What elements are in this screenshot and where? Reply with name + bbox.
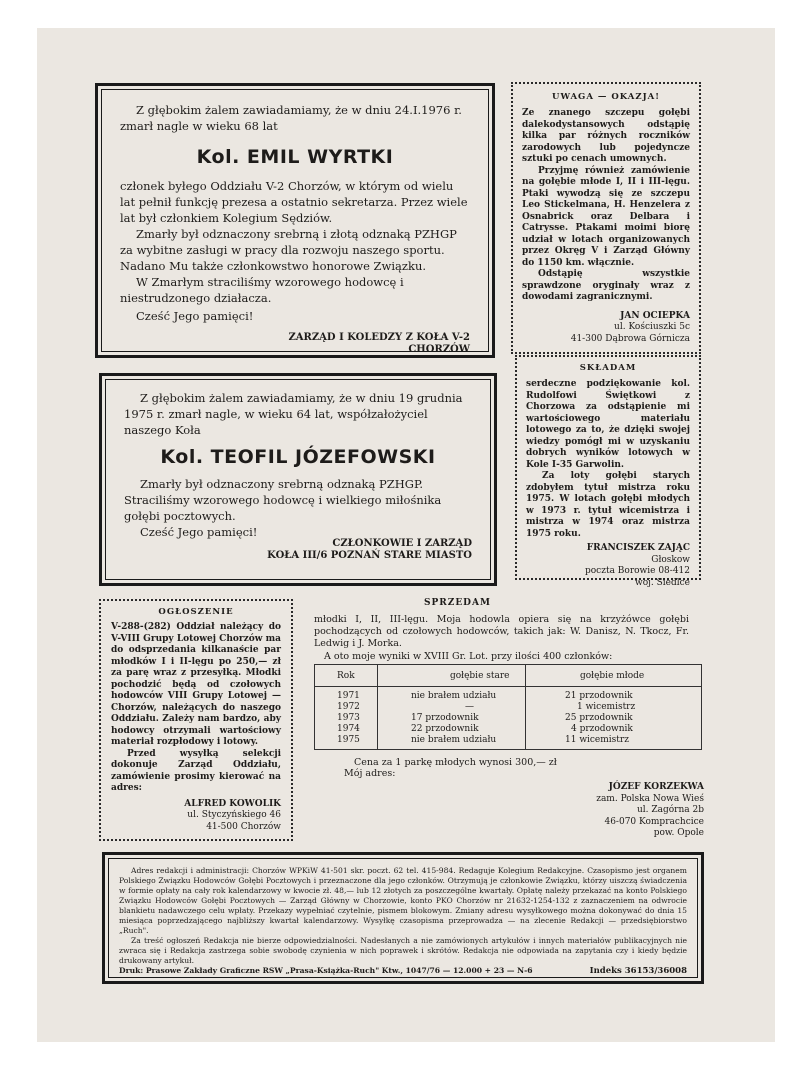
signature: CZŁONKOWIE I ZARZĄD bbox=[332, 538, 472, 549]
ad-signature: ALFRED KOWOLIK bbox=[184, 798, 281, 809]
ad-signature: JAN OCIEPKA bbox=[620, 310, 690, 321]
obituary-paragraph: Cześć Jego pamięci! bbox=[136, 309, 254, 323]
signature: KOŁA III/6 POZNAŃ STARE MIASTO bbox=[267, 549, 472, 561]
ad-address: woj. Siedlce bbox=[634, 577, 690, 588]
obituary-intro: Z głębokim żalem zawiadamiamy, że w dniu 24.I.1976 r. zmarł nagle w wieku 68 lat bbox=[120, 103, 462, 133]
obituary-paragraph: członek byłego Oddziału V-2 Chorzów, w którym od wielu lat pełnił funkcję prezesa a ostatnio sekretarza. Przez wiele lat był członkiem Kolegium Sędziów. bbox=[120, 179, 468, 225]
table-cell: 25 przodownik bbox=[565, 713, 633, 723]
colophon-text: Adres redakcji i administracji: Chorzów WPKiW 41-501 skr. poczt. 62 tel. 415-984. Redaguje Kolegium Redakcyjne. Czasopismo jest organem Polskiego Związku Hodowców Gołębi Pocztowych i przeznaczone dla jego członków. Otrzymują je członkowie Związku, którzy uiszczą świadczenia w formie opłaty na cały rok kalendarzowy w kwocie zł. 48,— lub 12 złotych za poszczególne kwartały. Opłatę należy przekazać na konto Polskiego Związku Hodowców Gołębi Pocztowych — Zarząd Główny w Chorzowie, konto PKO Chorzów nr 21632-1254-132 z zaznaczeniem na odwrocie blankietu nadawczego celu wpłaty. Przekazy wypełniać czytelnie, pismem blokowym. Zmiany adresu wysyłkowego można dokonywać do dnia 15 miesiąca poprzedzającego najbliższy kwartał kalendarzowy. Wysyłkę czasopisma przeprowadza — na zlecenie Redakcji — przedsiębiorstwo „Ruch". bbox=[119, 866, 687, 935]
table-cell: 17 przodownik bbox=[411, 713, 479, 723]
deceased-name: Kol. EMIL WYRTKI bbox=[196, 146, 394, 168]
table-rule bbox=[525, 665, 526, 749]
ad-paragraph: Za loty gołębi starych zdobyłem tytuł mistrza roku 1975. W lotach gołębi młodych w 1973 r. tytuł wicemistrza i mistrza w 1974 oraz mistrza 1975 roku. bbox=[526, 471, 690, 539]
colophon-text: Za treść ogłoszeń Redakcja nie bierze odpowiedzialności. Nadesłanych a nie zamówionych artykułów i innych materiałów publikacyjnych nie zwraca się i Redakcja zastrzega sobie swobodę czynienia w nich poprawek i skrótów. Redakcja nie odpowiada na zapytania czy i kiedy będzie drukowany artykuł. bbox=[119, 936, 687, 965]
ad-signature: JÓZEF KORZEKWA bbox=[608, 782, 704, 792]
ad-paragraph: Odstąpię wszystkie sprawdzone oryginały wraz z dowodami zagranicznymi. bbox=[522, 269, 690, 302]
ad-paragraph: serdeczne podziękowanie kol. Rudolfowi Świętkowi z Chorzowa za odstąpienie mi wartościowego materiału lotowego za to, że dzięki swojej wiedzy pomógł mi w uzyskaniu dobrych wyników lotowych w Kole I-35 Garwolin. bbox=[526, 379, 690, 470]
ad-paragraph: Ze znanego szczepu gołębi dalekodystansowych odstąpię kilka par różnych roczników zarodowych lub pojedyncze sztuki po cenach umownych. bbox=[522, 108, 690, 164]
table-cell: 21 przodownik bbox=[565, 691, 633, 701]
deceased-name: Kol. TEOFIL JÓZEFOWSKI bbox=[160, 446, 436, 468]
table-cell: nie brałem udziału bbox=[411, 735, 497, 745]
ad-address: 41-500 Chorzów bbox=[206, 821, 281, 832]
ad-sprzedam bbox=[314, 596, 704, 841]
signature: CHORZÓW bbox=[408, 343, 470, 355]
obituary-paragraph: Cześć Jego pamięci! bbox=[140, 525, 258, 539]
signature: ZARZĄD I KOLEDZY Z KOŁA V-2 bbox=[288, 332, 470, 343]
ad-signature: FRANCISZEK ZAJĄC bbox=[586, 543, 690, 553]
ad-address: ul. Kościuszki 5c bbox=[614, 322, 690, 332]
colophon-print: Druk: Prasowe Zakłady Graficzne RSW „Prasa-Książka-Ruch" Ktw., 1047/76 — 12.000 + 23 — N-6 bbox=[119, 966, 533, 975]
obituary-paragraph: Zmarły był odznaczony srebrną odznaką PZHGP. bbox=[140, 477, 424, 491]
ad-address: pow. Opole bbox=[653, 828, 704, 838]
ad-title: SKŁADAM bbox=[579, 363, 637, 373]
table-header: gołębie stare bbox=[450, 671, 510, 681]
table-cell: 1 wicemistrz bbox=[577, 702, 636, 712]
ad-address: ul. Styczyńskiego 46 bbox=[187, 810, 281, 820]
table-header: Rok bbox=[337, 671, 355, 681]
page-sheet bbox=[37, 28, 775, 1042]
table-cell: 11 wicemistrz bbox=[565, 735, 629, 745]
obituary-wyrtki bbox=[95, 83, 495, 358]
ad-address: zam. Polska Nowa Wieś bbox=[596, 793, 704, 804]
ad-paragraph: Przed wysyłką selekcji dokonuje Zarząd Oddziału, zamówienie prosimy kierować na adres: bbox=[111, 748, 281, 793]
ad-paragraph: V-288-(282) Oddział należący do V-VIII Grupy Lotowej Chorzów ma do odsprzedania kilkanaście par młodków I i II-lęgu po 250,— zł za parę wraz z przesyłką. Młodki pochodzić będą od czołowych hodowców VIII Grupy Lotowej — Chorzów, należących do naszego Oddziału. Zależy nam bardzo, aby hodowcy otrzymali wartościowy materiał rozpłodowy i lotowy. bbox=[111, 622, 281, 747]
ad-ogloszenie bbox=[99, 599, 293, 841]
obituary-intro: Z głębokim żalem zawiadamiamy, że w dniu 19 grudnia 1975 r. zmarł nagle, w wieku 64 lat, współzałożyciel naszego Koła bbox=[124, 391, 463, 437]
obituary-paragraph: Zmarły był odznaczony srebrną i złotą odznaką PZHGP za wybitne zasługi w pracy dla rozwoju naszego sportu. Nadano Mu także członkowstwo honorowe Związku. bbox=[120, 227, 457, 273]
ad-title: SPRZEDAM bbox=[424, 598, 491, 608]
ad-paragraph: młodki I, II, III-lęgu. Moja hodowla opiera się na krzyżówce gołębi pochodzących od czołowych hodowców, takich jak: W. Danisz, N. Tkocz, Fr. Ledwig i J. Morka. bbox=[314, 614, 689, 649]
table-rule bbox=[315, 686, 701, 687]
ad-address: Głoskow bbox=[651, 554, 690, 565]
table-cell: 1971 bbox=[337, 691, 360, 701]
ad-address-label: Mój adres: bbox=[344, 768, 396, 779]
ad-address: ul. Zagórna 2b bbox=[636, 805, 704, 815]
ad-uwaga-okazja bbox=[511, 82, 701, 354]
obituary-jozefowski bbox=[99, 373, 497, 586]
table-cell: — bbox=[465, 702, 474, 712]
ad-skladam bbox=[515, 355, 701, 588]
colophon bbox=[102, 852, 704, 984]
ad-price: Cena za 1 parkę młodych wynosi 300,— zł bbox=[354, 757, 557, 768]
table-cell: 4 przodownik bbox=[571, 724, 633, 734]
ad-paragraph: A oto moje wyniki w XVIII Gr. Lot. przy ilości 400 członków: bbox=[324, 651, 613, 662]
table-cell: 22 przodownik bbox=[411, 724, 479, 734]
table-header: gołębie młode bbox=[580, 671, 645, 681]
table-rule bbox=[377, 665, 378, 749]
ad-address: poczta Borowie 08-412 bbox=[585, 566, 690, 576]
obituary-paragraph: Straciliśmy wzorowego hodowcę i wielkiego miłośnika gołębi pocztowych. bbox=[124, 493, 442, 523]
obituary-paragraph: W Zmarłym straciliśmy wzorowego hodowcę i niestrudzonego działacza. bbox=[120, 275, 404, 305]
ad-paragraph: Przyjmę również zamówienie na gołębie młode I, II i III-lęgu. Ptaki wywodzą się ze szczepu Leo Stickelmana, H. Henzelera z Osnabrick oraz Delbara i Catrysse. Ptakami moimi biorę udział w lotach organizowanych przez Okręg V i Zarząd Główny do 1150 km. włącznie. bbox=[522, 165, 690, 268]
table-cell: nie brałem udziału bbox=[411, 691, 497, 701]
ad-title: UWAGA — OKAZJA! bbox=[552, 92, 660, 102]
results-table bbox=[314, 664, 702, 750]
colophon-index: Indeks 36153/36008 bbox=[589, 966, 687, 976]
table-cell: 1973 bbox=[337, 713, 360, 723]
table-cell: 1972 bbox=[337, 702, 360, 712]
table-cell: 1975 bbox=[337, 735, 360, 745]
ad-address: 46-070 Komprachcice bbox=[604, 816, 704, 827]
ad-title: OGŁOSZENIE bbox=[158, 607, 234, 617]
table-cell: 1974 bbox=[337, 724, 360, 734]
ad-address: 41-300 Dąbrowa Górnicza bbox=[570, 333, 690, 344]
